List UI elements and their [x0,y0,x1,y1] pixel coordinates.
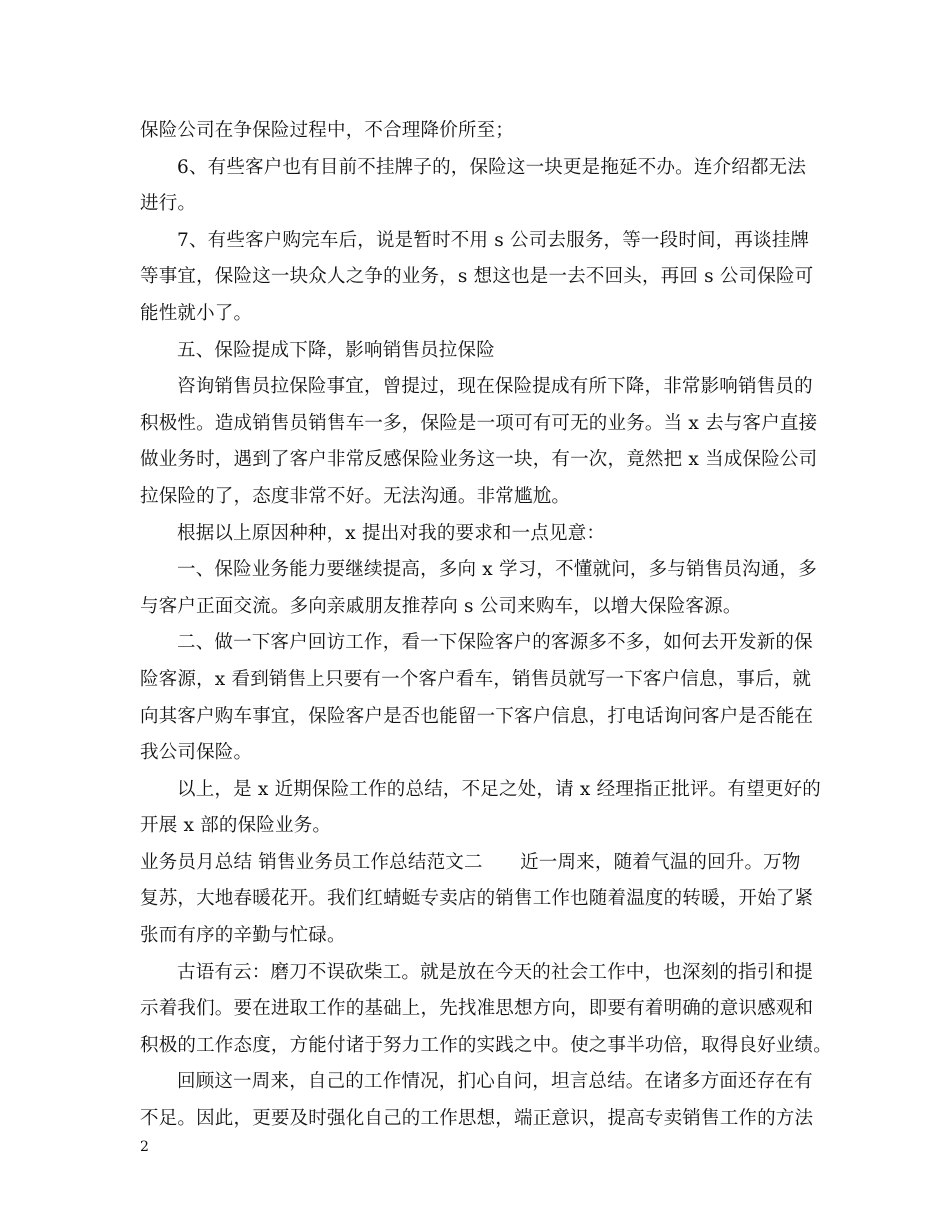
text-line: 保险公司在争保险过程中，不合理降价所至； [140,120,515,141]
text-line: 险客源，x 看到销售上只要有一个客户看车，销售员就写一下客户信息，事后，就 [140,668,812,690]
text-line: 不足。因此，更要及时强化自己的工作思想，端正意识，提高专卖销售工作的方法 [140,1108,814,1130]
text-line: 积极性。造成销售员销售车一多，保险是一项可有可无的业务。当 x 去与客户直接 [140,412,818,434]
section-heading: 五、保险提成下降，影响销售员拉保险 [177,339,495,361]
text-line: 等事宜，保险这一块众人之争的业务，s 想这也是一去不回头，再回 s 公司保险可 [140,266,814,288]
text-line: 二、做一下客户回访工作，看一下保险客户的客源多不多，如何去开发新的保 [177,632,813,654]
text-line: 业务员月总结 销售业务员工作总结范文二 近一周来，随着气温的回升。万物 [140,851,801,873]
text-line: 开展 x 部的保险业务。 [140,815,332,837]
text-line: 能性就小了。 [140,302,253,324]
text-line: 示着我们。要在进取工作的基础上，先找准思想方向，即要有着明确的意识感观和 [140,998,814,1020]
text-line: 回顾这一周来，自己的工作情况，扪心自问，坦言总结。在诸多方面还存在有 [177,1071,813,1093]
page-number: 2 [140,1139,149,1155]
text-line: 做业务时，遇到了客户非常反感保险业务这一块，有一次，竟然把 x 当成保险公司 [140,449,818,471]
text-line: 与客户正面交流。多向亲戚朋友推荐向 s 公司来购车，以增大保险客源。 [140,595,742,617]
text-line: 进行。 [140,193,197,215]
text-line: 一、保险业务能力要继续提高，多向 x 学习，不懂就问，多与销售员沟通，多 [177,559,817,581]
text-line: 以上，是 x 近期保险工作的总结，不足之处，请 x 经理指正批评。有望更好的 [177,778,821,800]
document-body [140,113,832,1138]
text-line: 我公司保险。 [140,742,253,764]
text-line: 向其客户购车事宜，保险客户是否也能留一下客户信息，打电话询问客户是否能在 [140,705,814,727]
text-line: 复苏，大地春暖花开。我们红蜻蜓专卖店的销售工作也随着温度的转暖，开始了紧 [140,888,814,910]
text-line: 咨询销售员拉保险事宜，曾提过，现在保险提成有所下降，非常影响销售员的 [177,376,813,398]
text-line: 张而有序的辛勤与忙碌。 [140,925,346,947]
text-line: 拉保险的了，态度非常不好。无法沟通。非常尴尬。 [140,485,571,507]
text-line: 7、有些客户购完车后，说是暂时不用 s 公司去服务，等一段时间，再谈挂牌 [177,229,810,251]
text-line: 积极的工作态度，方能付诸于努力工作的实践之中。使之事半功倍，取得良好业绩。 [140,1034,832,1056]
text-line: 古语有云：磨刀不误砍柴工。就是放在今天的社会工作中，也深刻的指引和提 [177,961,813,983]
text-line: 根据以上原因种种，x 提出对我的要求和一点见意： [177,522,606,544]
text-line: 6、有些客户也有目前不挂牌子的，保险这一块更是拖延不办。连介绍都无法 [177,156,807,178]
